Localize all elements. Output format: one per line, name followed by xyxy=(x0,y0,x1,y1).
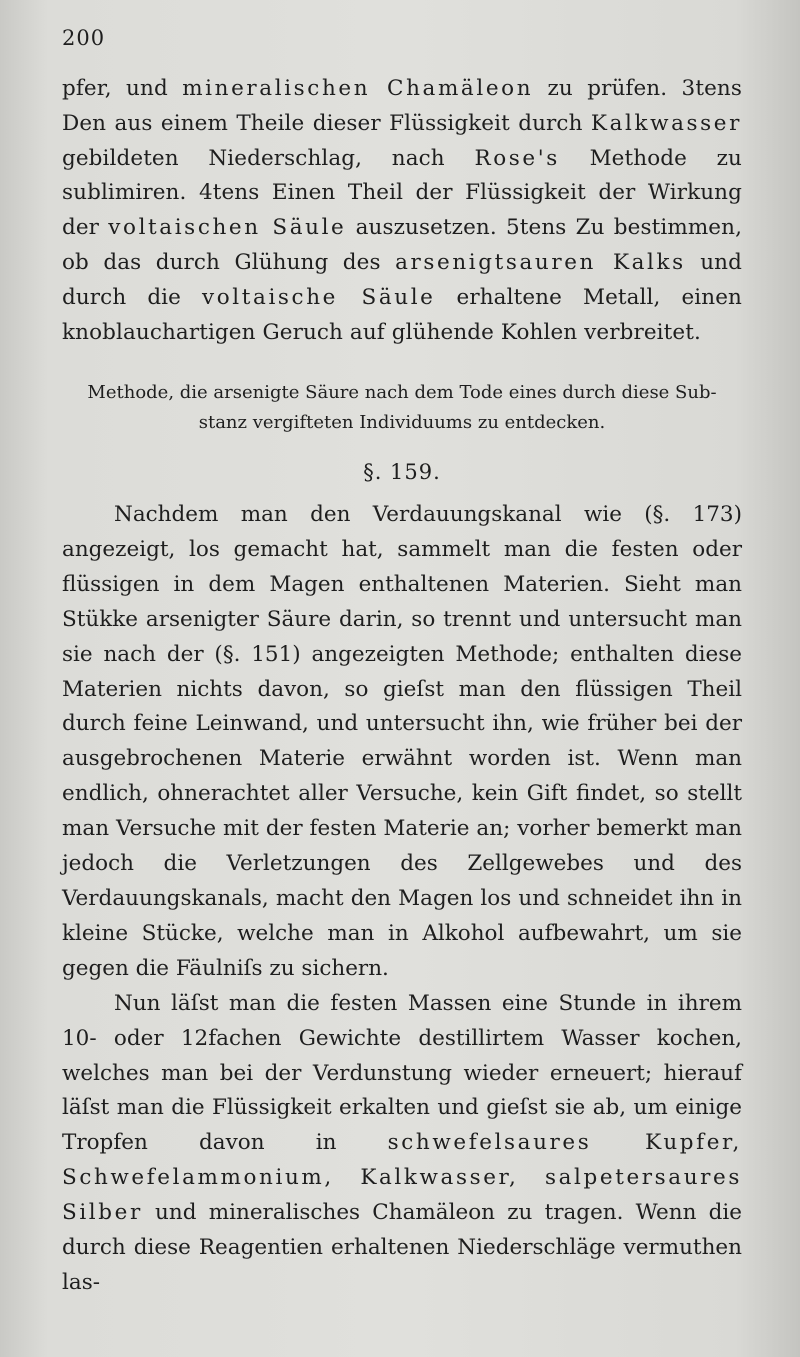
paragraph xyxy=(62,987,742,1301)
paragraph: Nachdem man den Verdauungskanal wie (§. 173) angezeigt, los gemacht hat, sammelt man die festen oder flüssigen in dem Magen enthaltenen Materien. Sieht man Stükke arsenigter Säure darin, so trennt und untersucht man sie nach der (§. 151) angezeigten Methode; enthalten diese Materien nichts davon, so gieſst man den flüssigen Theil durch feine Leinwand, und untersucht ihn, wie früher bei der ausgebrochenen Materie erwähnt worden ist. Wenn man endlich, ohnerachtet aller Versuche, kein Gift findet, so stellt man Versuche mit der festen Materie an; vorher bemerkt man jedoch die Verletzungen des Zellgewebes und des Verdauungskanals, macht den Magen los und schneidet ihn in kleine Stücke, welche man in Alkohol aufbewahrt, um sie gegen die Fäulniſs zu sichern. xyxy=(62,502,742,981)
section-caption xyxy=(62,378,742,438)
spaced-term: mineralischen Chamäleon xyxy=(182,76,534,101)
caption-line: stanz vergifteten Individuums zu entdecken. xyxy=(198,412,606,433)
text-run: und xyxy=(142,1200,209,1226)
spaced-term: Kalkwasser xyxy=(590,110,742,136)
continued-paragraph xyxy=(62,72,742,350)
caption-line: Methode, die arsenigte Säure nach dem Tode eines durch diese Sub- xyxy=(87,382,717,403)
text-run: Methode zu sublimiren. 4tens Einen Theil der Flüssigkeit der Wirkung der xyxy=(62,145,742,241)
main-text xyxy=(62,498,742,1301)
text-run: gebildeten Niederschlag, nach xyxy=(62,145,475,171)
spaced-term: schwefelsaures Kupfer, Schwefelammonium, Kalkwasser, salpetersaures Silber xyxy=(62,1130,742,1226)
paragraph-continued xyxy=(62,72,742,350)
spaced-term: Rose's xyxy=(474,145,560,171)
spaced-term: voltaischen Säule xyxy=(108,215,347,241)
text-run: pfer, und xyxy=(62,76,183,101)
section-heading: §. 159. xyxy=(363,460,441,484)
text-run: erhaltene Metall, einen knoblauchartigen Geruch auf glühende Kohlen verbreitet. xyxy=(62,284,742,345)
text-run: auszusetzen. 5tens Zu bestimmen, ob das durch Glühung des xyxy=(62,215,743,275)
spaced-term: voltaische Säule xyxy=(202,284,436,310)
text-run: zu tragen. Wenn die durch diese Reagentien erhaltenen Niederschläge vermuthen las- xyxy=(62,1200,742,1295)
spaced-term: arsenigtsauren Kalks xyxy=(395,249,686,275)
text-run: mineralisches Chamäleon xyxy=(208,1200,495,1226)
text-run: Nun läſst man die festen Massen eine Stunde in ihrem 10- oder 12fachen Gewichte destillirtem Wasser kochen, welches man bei der Verdunstung wieder erneuert; hierauf läſst man die Flüssigkeit erkalten und gieſst sie ab, um einige Tropfen davon in xyxy=(62,990,742,1156)
text-run: zu prüfen. 3tens Den aus einem Theile dieser Flüssigkeit durch xyxy=(62,76,742,136)
page-number: 200 xyxy=(62,26,106,50)
text-run: und durch die xyxy=(62,249,742,310)
